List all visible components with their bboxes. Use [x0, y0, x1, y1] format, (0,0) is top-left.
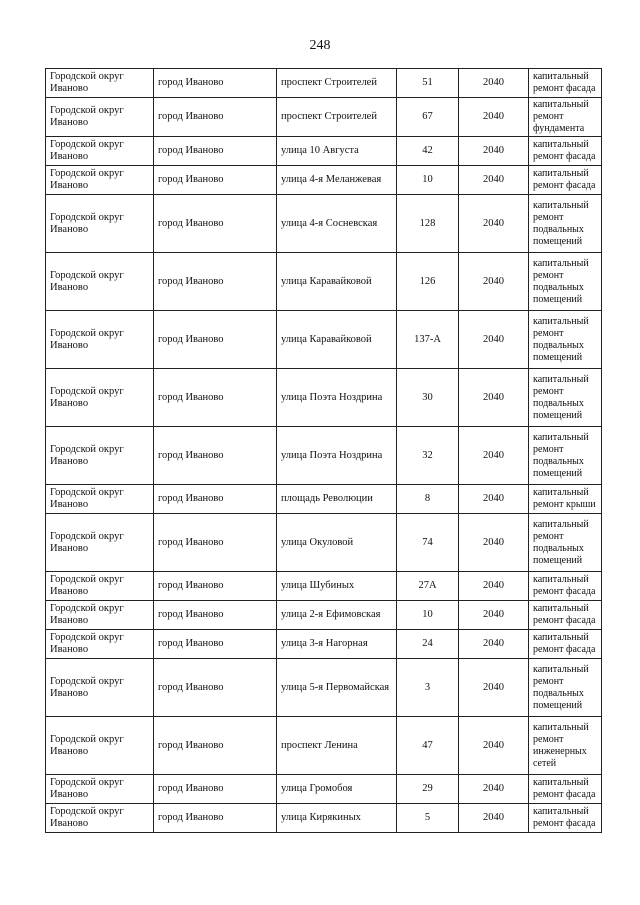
street-cell: проспект Строителей — [277, 98, 397, 137]
district-cell: Городской округ Иваново — [46, 630, 154, 659]
house-number-cell: 24 — [397, 630, 459, 659]
year-cell: 2040 — [459, 804, 529, 833]
year-cell: 2040 — [459, 427, 529, 485]
year-cell: 2040 — [459, 485, 529, 514]
city-cell: город Иваново — [154, 69, 277, 98]
street-cell: улица Каравайковой — [277, 253, 397, 311]
table-row — [46, 572, 602, 601]
city-cell: город Иваново — [154, 98, 277, 137]
year-cell: 2040 — [459, 166, 529, 195]
district-cell: Городской округ Иваново — [46, 427, 154, 485]
street-cell: улица 5-я Первомайская — [277, 659, 397, 717]
work-type-cell: капитальный ремонт подвальных помещений — [529, 659, 602, 717]
district-cell: Городской округ Иваново — [46, 601, 154, 630]
city-cell: город Иваново — [154, 253, 277, 311]
year-cell: 2040 — [459, 137, 529, 166]
work-type-cell: капитальный ремонт фасада — [529, 137, 602, 166]
work-type-cell: капитальный ремонт фасада — [529, 601, 602, 630]
district-cell: Городской округ Иваново — [46, 572, 154, 601]
district-cell: Городской округ Иваново — [46, 69, 154, 98]
district-cell: Городской округ Иваново — [46, 253, 154, 311]
house-number-cell: 32 — [397, 427, 459, 485]
work-type-cell: капитальный ремонт фасада — [529, 775, 602, 804]
table-row — [46, 717, 602, 775]
district-cell: Городской округ Иваново — [46, 485, 154, 514]
city-cell: город Иваново — [154, 137, 277, 166]
city-cell: город Иваново — [154, 195, 277, 253]
house-number-cell: 126 — [397, 253, 459, 311]
table-row — [46, 195, 602, 253]
year-cell: 2040 — [459, 572, 529, 601]
year-cell: 2040 — [459, 659, 529, 717]
district-cell: Городской округ Иваново — [46, 311, 154, 369]
table-row — [46, 311, 602, 369]
district-cell: Городской округ Иваново — [46, 137, 154, 166]
district-cell: Городской округ Иваново — [46, 369, 154, 427]
house-number-cell: 10 — [397, 601, 459, 630]
year-cell: 2040 — [459, 253, 529, 311]
city-cell: город Иваново — [154, 514, 277, 572]
city-cell: город Иваново — [154, 369, 277, 427]
work-type-cell: капитальный ремонт фасада — [529, 804, 602, 833]
street-cell: площадь Революции — [277, 485, 397, 514]
house-number-cell: 67 — [397, 98, 459, 137]
city-cell: город Иваново — [154, 630, 277, 659]
street-cell: улица Поэта Ноздрина — [277, 369, 397, 427]
street-cell: улица 2-я Ефимовская — [277, 601, 397, 630]
house-number-cell: 137-А — [397, 311, 459, 369]
house-number-cell: 128 — [397, 195, 459, 253]
street-cell: улица Шубиных — [277, 572, 397, 601]
house-number-cell: 74 — [397, 514, 459, 572]
city-cell: город Иваново — [154, 659, 277, 717]
district-cell: Городской округ Иваново — [46, 775, 154, 804]
work-type-cell: капитальный ремонт фасада — [529, 69, 602, 98]
work-type-cell: капитальный ремонт подвальных помещений — [529, 311, 602, 369]
house-number-cell: 8 — [397, 485, 459, 514]
house-number-cell: 3 — [397, 659, 459, 717]
work-type-cell: капитальный ремонт крыши — [529, 485, 602, 514]
district-cell: Городской округ Иваново — [46, 166, 154, 195]
house-number-cell: 5 — [397, 804, 459, 833]
year-cell: 2040 — [459, 514, 529, 572]
table-row — [46, 485, 602, 514]
work-type-cell: капитальный ремонт фасада — [529, 630, 602, 659]
year-cell: 2040 — [459, 195, 529, 253]
city-cell: город Иваново — [154, 485, 277, 514]
district-cell: Городской округ Иваново — [46, 98, 154, 137]
work-type-cell: капитальный ремонт фундамента — [529, 98, 602, 137]
year-cell: 2040 — [459, 69, 529, 98]
table-row — [46, 514, 602, 572]
table-row — [46, 253, 602, 311]
street-cell: улица Окуловой — [277, 514, 397, 572]
table-row — [46, 98, 602, 137]
page-number: 248 — [309, 38, 331, 53]
year-cell: 2040 — [459, 775, 529, 804]
year-cell: 2040 — [459, 311, 529, 369]
city-cell: город Иваново — [154, 775, 277, 804]
house-number-cell: 30 — [397, 369, 459, 427]
year-cell: 2040 — [459, 630, 529, 659]
street-cell: проспект Строителей — [277, 69, 397, 98]
city-cell: город Иваново — [154, 166, 277, 195]
house-number-cell: 42 — [397, 137, 459, 166]
district-cell: Городской округ Иваново — [46, 659, 154, 717]
work-type-cell: капитальный ремонт инженерных сетей — [529, 717, 602, 775]
table-row — [46, 630, 602, 659]
street-cell: улица Поэта Ноздрина — [277, 427, 397, 485]
work-type-cell: капитальный ремонт подвальных помещений — [529, 427, 602, 485]
house-number-cell: 51 — [397, 69, 459, 98]
street-cell: улица 4-я Меланжевая — [277, 166, 397, 195]
year-cell: 2040 — [459, 369, 529, 427]
table-row — [46, 137, 602, 166]
city-cell: город Иваново — [154, 601, 277, 630]
work-type-cell: капитальный ремонт фасада — [529, 166, 602, 195]
work-type-cell: капитальный ремонт подвальных помещений — [529, 514, 602, 572]
table-row — [46, 804, 602, 833]
house-number-cell: 27А — [397, 572, 459, 601]
district-cell: Городской округ Иваново — [46, 514, 154, 572]
street-cell: проспект Ленина — [277, 717, 397, 775]
city-cell: город Иваново — [154, 717, 277, 775]
work-type-cell: капитальный ремонт подвальных помещений — [529, 369, 602, 427]
table-row — [46, 775, 602, 804]
table-row — [46, 69, 602, 98]
year-cell: 2040 — [459, 601, 529, 630]
street-cell: улица 10 Августа — [277, 137, 397, 166]
street-cell: улица 3-я Нагорная — [277, 630, 397, 659]
table-row — [46, 659, 602, 717]
work-type-cell: капитальный ремонт подвальных помещений — [529, 195, 602, 253]
table-row — [46, 369, 602, 427]
year-cell: 2040 — [459, 98, 529, 137]
repair-schedule-table — [45, 68, 602, 833]
city-cell: город Иваново — [154, 311, 277, 369]
street-cell: улица 4-я Сосневская — [277, 195, 397, 253]
table-row — [46, 601, 602, 630]
street-cell: улица Кирякиных — [277, 804, 397, 833]
district-cell: Городской округ Иваново — [46, 804, 154, 833]
house-number-cell: 47 — [397, 717, 459, 775]
table-row — [46, 166, 602, 195]
street-cell: улица Каравайковой — [277, 311, 397, 369]
house-number-cell: 29 — [397, 775, 459, 804]
house-number-cell: 10 — [397, 166, 459, 195]
table-row — [46, 427, 602, 485]
city-cell: город Иваново — [154, 427, 277, 485]
year-cell: 2040 — [459, 717, 529, 775]
work-type-cell: капитальный ремонт фасада — [529, 572, 602, 601]
street-cell: улица Громобоя — [277, 775, 397, 804]
district-cell: Городской округ Иваново — [46, 195, 154, 253]
city-cell: город Иваново — [154, 572, 277, 601]
city-cell: город Иваново — [154, 804, 277, 833]
district-cell: Городской округ Иваново — [46, 717, 154, 775]
work-type-cell: капитальный ремонт подвальных помещений — [529, 253, 602, 311]
